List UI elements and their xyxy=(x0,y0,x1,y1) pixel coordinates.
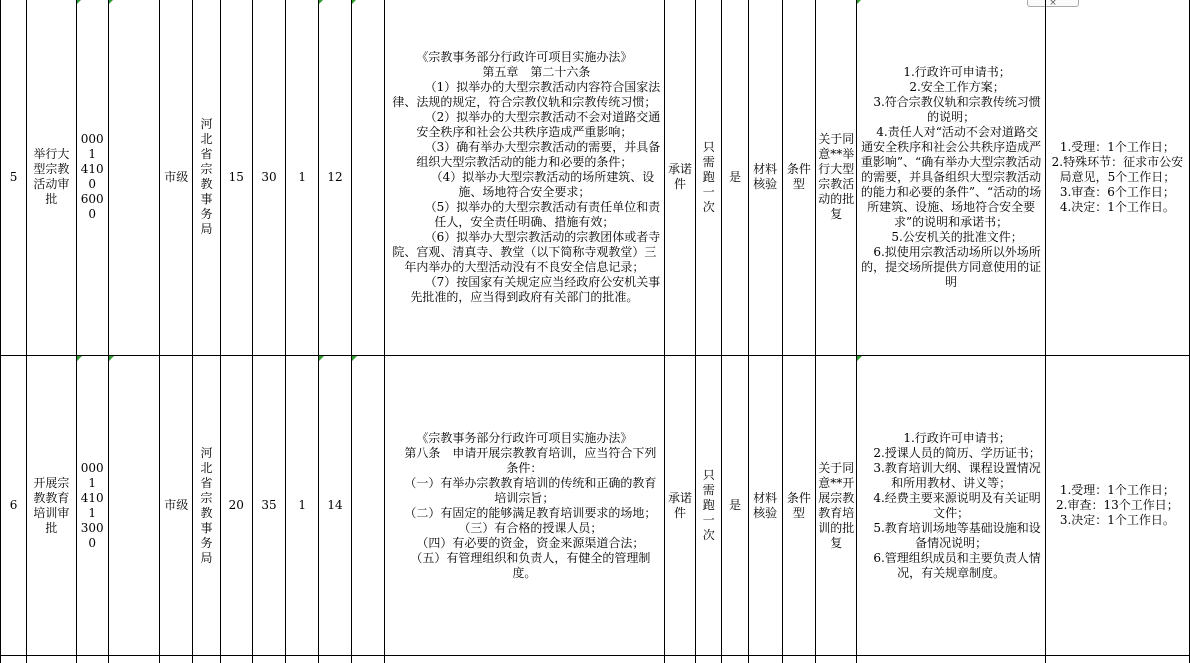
comment-marker-icon xyxy=(77,356,82,361)
empty-cell[interactable] xyxy=(108,656,159,663)
comment-marker-icon xyxy=(857,0,862,4)
type-cell[interactable]: 条件型 xyxy=(782,356,815,656)
empty-cell[interactable] xyxy=(351,356,384,656)
visit-once-cell[interactable]: 只需跑一次 xyxy=(696,356,722,656)
yes-cell[interactable]: 是 xyxy=(722,356,748,656)
table-row xyxy=(1,356,1190,656)
empty-cell[interactable] xyxy=(384,656,664,663)
promise-limit-cell[interactable]: 35 xyxy=(252,356,285,656)
empty-cell[interactable] xyxy=(857,656,1045,663)
materials-cell[interactable]: 1.行政许可申请书； 2.安全工作方案； 3.符合宗教仪轨和宗教传统习惯的说明； 4.责任人对“活动不会对道路交通安全秩序和社会公共秩序造成严重影响”、“确有举办大型宗教活动的需要，并具备组织大型宗教活动的能力和必要的条件”、“活动的场所建筑、设施、场地符合安全要求”的说明和承诺书； 5.公安机关的批准文件； 6.拟使用宗教活动场所以外场所的，提交场所提供方同意使用的证明 xyxy=(857,0,1045,356)
empty-cell[interactable] xyxy=(319,656,351,663)
legal-basis-cell[interactable]: 《宗教事务部分行政许可项目实施办法》 第五章 第二十六条 （1）拟举办的大型宗教活动内容符合国家法律、法规的规定，符合宗教仪轨和宗教传统习惯； （2）拟举办的大型宗教活动不会对道路交通安全秩序和社会公共秩序造成严重影响； （3）确有举办大型宗教活动的需要，并具备组织大型宗教活动的能力和必要的条件； （4）拟举办大型宗教活动的场所建筑、设施、场地符合安全要求； （5）拟举办的大型宗教活动有责任单位和责任人，安全责任明确、措施有效； （6）拟举办大型宗教活动的宗教团体或者寺院、宫观、清真寺、教堂（以下简称寺观教堂）三年内举办的大型活动没有不良安全信息记录； （7）按国家有关规定应当经政府公安机关事先批准的，应当得到政府有关部门的批准。 xyxy=(384,0,664,356)
level-cell[interactable]: 市级 xyxy=(160,0,193,356)
comment-marker-icon xyxy=(109,356,114,361)
visits-cell[interactable]: 1 xyxy=(286,0,319,356)
empty-cell[interactable] xyxy=(193,656,220,663)
empty-cell[interactable] xyxy=(748,656,782,663)
promise-limit-cell[interactable]: 30 xyxy=(252,0,285,356)
steps-cell[interactable]: 1.受理：1个工作日； 2.特殊环节：征求市公安局意见，5个工作日； 3.审查：6个工作日； 4.决定：1个工作日。 xyxy=(1045,0,1189,356)
row-index-cell[interactable]: 6 xyxy=(1,356,27,656)
commitment-cell[interactable]: 承诺件 xyxy=(664,0,695,356)
item-code-cell[interactable]: 0001 4101 3000 xyxy=(76,356,108,656)
empty-cell[interactable] xyxy=(722,656,748,663)
approval-doc-cell[interactable]: 关于同意**举行大型宗教活动的批复 xyxy=(816,0,857,356)
empty-cell[interactable] xyxy=(1045,656,1189,663)
comment-close-tab[interactable]: × xyxy=(1027,0,1079,7)
empty-cell[interactable] xyxy=(816,656,857,663)
empty-cell[interactable] xyxy=(108,0,159,356)
comment-marker-icon xyxy=(109,0,114,4)
comment-marker-icon xyxy=(352,0,357,4)
empty-cell[interactable] xyxy=(108,356,159,656)
row-index-cell[interactable]: 5 xyxy=(1,0,27,356)
review-cell[interactable]: 材料核验 xyxy=(748,0,782,356)
promise-days-cell[interactable]: 12 xyxy=(319,0,351,356)
empty-cell[interactable] xyxy=(1,656,27,663)
empty-cell[interactable] xyxy=(351,0,384,356)
empty-cell[interactable] xyxy=(286,656,319,663)
table-row xyxy=(1,656,1190,663)
review-cell[interactable]: 材料核验 xyxy=(748,356,782,656)
approval-doc-cell[interactable]: 关于同意**开展宗教教育培训的批复 xyxy=(816,356,857,656)
visit-once-cell[interactable]: 只需跑一次 xyxy=(696,0,722,356)
empty-cell[interactable] xyxy=(351,656,384,663)
empty-cell[interactable] xyxy=(27,656,76,663)
comment-marker-icon xyxy=(319,356,324,361)
empty-cell[interactable] xyxy=(782,656,815,663)
visits-cell[interactable]: 1 xyxy=(286,356,319,656)
comment-marker-icon xyxy=(352,356,357,361)
department-cell[interactable]: 河北省宗教事务局 xyxy=(193,0,220,356)
item-name-cell[interactable]: 举行大型宗教活动审批 xyxy=(27,0,76,356)
comment-marker-icon xyxy=(77,0,82,4)
empty-cell[interactable] xyxy=(76,656,108,663)
department-cell[interactable]: 河北省宗教事务局 xyxy=(193,356,220,656)
item-name-cell[interactable]: 开展宗教教育培训审批 xyxy=(27,356,76,656)
legal-limit-cell[interactable]: 20 xyxy=(220,356,252,656)
empty-cell[interactable] xyxy=(252,656,285,663)
level-cell[interactable]: 市级 xyxy=(160,356,193,656)
empty-cell[interactable] xyxy=(664,656,695,663)
legal-basis-cell[interactable]: 《宗教事务部分行政许可项目实施办法》 第八条 申请开展宗教教育培训，应当符合下列条件： （一）有举办宗教教育培训的传统和正确的教育培训宗旨； （二）有固定的能够满足教育培训要求的场地； （三）有合格的授课人员； （四）有必要的资金，资金来源渠道合法； （五）有管理组织和负责人，有健全的管理制度。 xyxy=(384,356,664,656)
promise-days-cell[interactable]: 14 xyxy=(319,356,351,656)
empty-cell[interactable] xyxy=(160,656,193,663)
steps-cell[interactable]: 1.受理：1个工作日； 2.审查：13个工作日； 3.决定：1个工作日。 xyxy=(1045,356,1189,656)
comment-marker-icon xyxy=(857,356,862,361)
table-row xyxy=(1,0,1190,356)
comment-marker-icon xyxy=(319,0,324,4)
legal-limit-cell[interactable]: 15 xyxy=(220,0,252,356)
empty-cell[interactable] xyxy=(696,656,722,663)
type-cell[interactable]: 条件型 xyxy=(782,0,815,356)
empty-cell[interactable] xyxy=(220,656,252,663)
item-code-cell[interactable]: 0001 4100 6000 xyxy=(76,0,108,356)
yes-cell[interactable]: 是 xyxy=(722,0,748,356)
commitment-cell[interactable]: 承诺件 xyxy=(664,356,695,656)
materials-cell[interactable]: 1.行政许可申请书； 2.授课人员的简历、学历证书； 3.教育培训大纲、课程设置情况和所用教材、讲义等； 4.经费主要来源说明及有关证明文件； 5.教育培训场地等基础设施和设备情况说明； 6.管理组织成员和主要负责人情况，有关规章制度。 xyxy=(857,356,1045,656)
